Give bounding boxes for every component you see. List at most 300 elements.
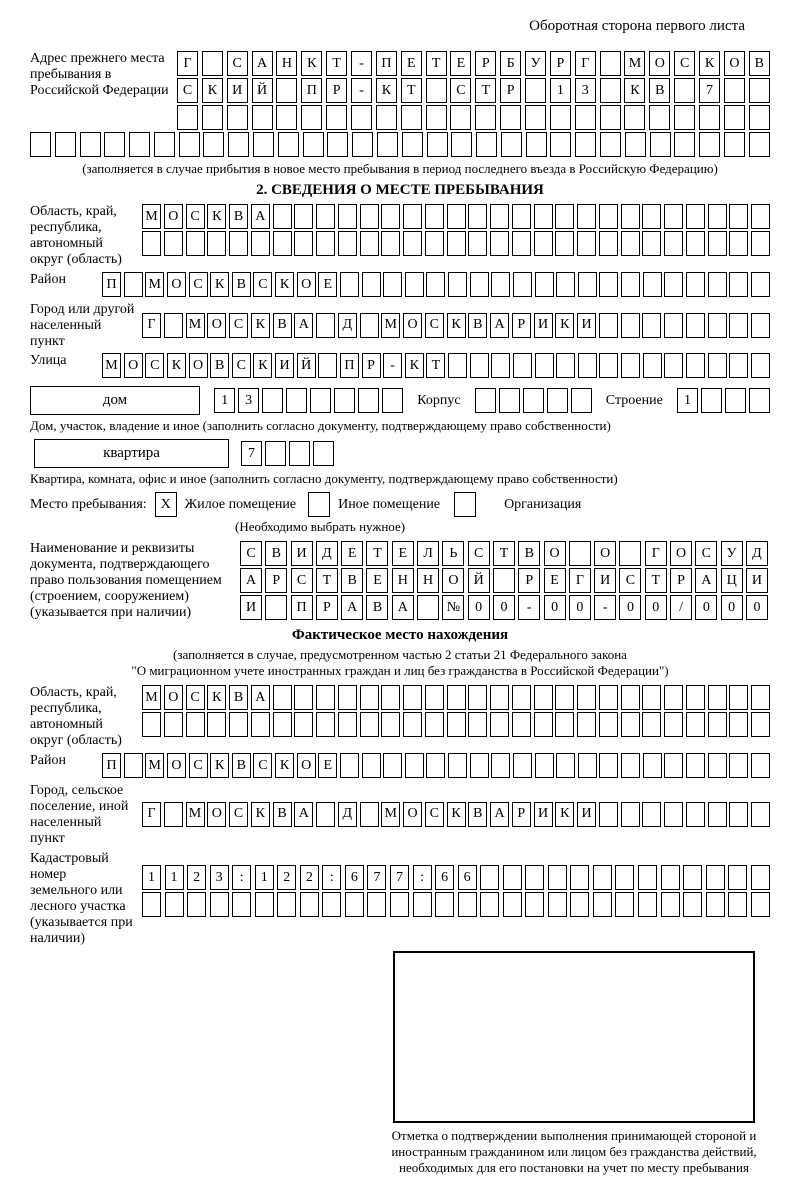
char-cell: 7	[241, 441, 262, 466]
char-cell: :	[322, 865, 341, 890]
region-row-1	[142, 204, 770, 229]
char-cell	[686, 204, 705, 229]
actual-city-label: Город, сельское поселение, иной населенный пункт	[30, 783, 129, 846]
actual-region-row-1	[142, 685, 770, 710]
char-cell: К	[251, 313, 270, 338]
char-cell	[468, 204, 487, 229]
char-cell: 0	[695, 595, 717, 620]
char-cell: 3	[575, 78, 596, 103]
char-cell	[405, 272, 424, 297]
char-cell: М	[145, 272, 164, 297]
char-cell	[232, 892, 251, 917]
char-cell	[535, 353, 554, 378]
document-cells	[240, 541, 768, 622]
char-cell: 7	[390, 865, 409, 890]
char-cell: М	[186, 313, 205, 338]
char-cell: 6	[458, 865, 477, 890]
char-cell	[382, 388, 403, 413]
char-cell: -	[351, 78, 372, 103]
char-cell: В	[366, 595, 388, 620]
char-cell	[706, 865, 725, 890]
city-row	[142, 313, 770, 338]
char-cell: Р	[518, 568, 540, 593]
char-cell	[229, 231, 248, 256]
document-block	[30, 541, 770, 622]
actual-region-row-2	[142, 712, 770, 737]
district-block	[30, 272, 770, 299]
char-cell	[187, 892, 206, 917]
char-cell: Е	[318, 272, 337, 297]
char-cell	[227, 105, 248, 130]
char-cell: И	[534, 802, 553, 827]
char-cell	[664, 753, 683, 778]
char-cell	[358, 388, 379, 413]
char-cell	[593, 892, 612, 917]
char-cell: Н	[392, 568, 414, 593]
char-cell	[426, 272, 445, 297]
char-cell	[728, 865, 747, 890]
char-cell	[577, 231, 596, 256]
document-row-3	[240, 595, 768, 620]
char-cell: С	[674, 51, 695, 76]
char-cell: В	[232, 272, 251, 297]
char-cell	[638, 865, 657, 890]
char-cell	[526, 132, 547, 157]
char-cell	[491, 272, 510, 297]
char-cell	[512, 685, 531, 710]
actual-district-row	[102, 753, 770, 778]
char-cell	[661, 892, 680, 917]
char-cell	[490, 685, 509, 710]
char-cell	[253, 132, 274, 157]
char-cell	[578, 353, 597, 378]
char-cell	[643, 272, 662, 297]
char-cell: Р	[550, 51, 571, 76]
city-block	[30, 302, 770, 350]
char-cell: А	[341, 595, 363, 620]
char-cell	[525, 105, 546, 130]
char-cell	[480, 865, 499, 890]
char-cell	[207, 231, 226, 256]
char-cell	[664, 272, 683, 297]
header-note: Оборотная сторона первого листа	[529, 18, 745, 34]
char-cell: №	[442, 595, 464, 620]
char-cell	[600, 51, 621, 76]
char-cell	[334, 388, 355, 413]
char-cell	[621, 204, 640, 229]
char-cell	[360, 231, 379, 256]
char-cell: О	[594, 541, 616, 566]
char-cell: К	[275, 272, 294, 297]
char-cell	[476, 132, 497, 157]
char-cell	[426, 105, 447, 130]
char-cell	[534, 712, 553, 737]
char-cell	[360, 802, 379, 827]
char-cell: К	[275, 753, 294, 778]
char-cell: П	[102, 272, 121, 297]
char-cell: С	[240, 541, 262, 566]
char-cell	[642, 685, 661, 710]
actual-region-block	[30, 685, 770, 749]
char-cell	[643, 353, 662, 378]
char-cell: К	[376, 78, 397, 103]
char-cell	[708, 685, 727, 710]
char-cell	[615, 865, 634, 890]
char-cell	[381, 685, 400, 710]
char-cell: Р	[362, 353, 381, 378]
char-cell	[751, 802, 770, 827]
char-cell	[621, 313, 640, 338]
char-cell: 0	[569, 595, 591, 620]
char-cell: А	[490, 802, 509, 827]
char-cell	[316, 313, 335, 338]
char-cell	[491, 753, 510, 778]
char-cell: С	[189, 272, 208, 297]
char-cell	[427, 132, 448, 157]
char-cell	[599, 272, 618, 297]
char-cell	[30, 132, 51, 157]
char-cell: В	[232, 753, 251, 778]
actual-location-note-2: "О миграционном учете иностранных граждан и лиц без гражданства в Российской Федерации")	[131, 663, 669, 678]
char-cell	[599, 231, 618, 256]
actual-district-label: Район	[30, 753, 66, 768]
char-cell	[475, 388, 496, 413]
char-cell: Й	[468, 568, 490, 593]
char-cell	[708, 802, 727, 827]
char-cell	[621, 353, 640, 378]
char-cell: Е	[318, 753, 337, 778]
char-cell	[556, 353, 575, 378]
char-cell: С	[186, 685, 205, 710]
char-cell	[448, 753, 467, 778]
char-cell	[207, 712, 226, 737]
char-cell	[164, 313, 183, 338]
char-cell	[575, 105, 596, 130]
char-cell: Д	[746, 541, 768, 566]
house-block	[30, 386, 770, 415]
char-cell: Р	[316, 595, 338, 620]
char-cell: Е	[450, 51, 471, 76]
char-cell	[649, 105, 670, 130]
char-cell: 1	[255, 865, 274, 890]
char-cell: П	[102, 753, 121, 778]
char-cell: И	[291, 541, 313, 566]
char-cell	[535, 753, 554, 778]
char-cell: Т	[401, 78, 422, 103]
char-cell	[142, 892, 161, 917]
cadastral-row-2	[142, 892, 770, 917]
char-cell: Е	[341, 541, 363, 566]
char-cell	[577, 204, 596, 229]
char-cell: 1	[677, 388, 698, 413]
char-cell: И	[594, 568, 616, 593]
char-cell	[448, 272, 467, 297]
char-cell	[367, 892, 386, 917]
char-cell	[276, 78, 297, 103]
char-cell: И	[240, 595, 262, 620]
char-cell: Г	[177, 51, 198, 76]
char-cell	[599, 685, 618, 710]
char-cell: В	[265, 541, 287, 566]
char-cell	[229, 712, 248, 737]
char-cell	[708, 712, 727, 737]
char-cell: К	[207, 204, 226, 229]
char-cell	[664, 204, 683, 229]
char-cell: -	[594, 595, 616, 620]
char-cell: Г	[142, 802, 161, 827]
document-row-1	[240, 541, 768, 566]
char-cell	[749, 132, 770, 157]
char-cell: С	[253, 753, 272, 778]
char-cell	[316, 685, 335, 710]
char-cell	[338, 712, 357, 737]
document-row-2	[240, 568, 768, 593]
char-cell	[708, 204, 727, 229]
char-cell: О	[297, 272, 316, 297]
char-cell: К	[555, 313, 574, 338]
char-cell	[447, 685, 466, 710]
char-cell	[547, 388, 568, 413]
apartment-type-box: квартира	[34, 439, 229, 468]
char-cell	[286, 388, 307, 413]
char-cell	[381, 204, 400, 229]
char-cell: У	[525, 51, 546, 76]
region-cells	[142, 204, 770, 258]
char-cell: П	[376, 51, 397, 76]
char-cell	[186, 712, 205, 737]
char-cell: В	[210, 353, 229, 378]
char-cell	[294, 231, 313, 256]
char-cell	[555, 685, 574, 710]
char-cell	[548, 865, 567, 890]
prev-address-note: (заполняется в случае прибытия в новое место пребывания в период последнего въезда в Российскую Федерацию)	[82, 161, 718, 176]
char-cell	[708, 231, 727, 256]
char-cell	[326, 105, 347, 130]
char-cell: 3	[238, 388, 259, 413]
char-cell	[577, 712, 596, 737]
char-cell	[294, 204, 313, 229]
char-cell: С	[619, 568, 641, 593]
char-cell	[203, 132, 224, 157]
char-cell: В	[273, 313, 292, 338]
char-cell	[642, 204, 661, 229]
char-cell: В	[468, 802, 487, 827]
char-cell: К	[210, 753, 229, 778]
char-cell	[301, 105, 322, 130]
char-cell	[503, 865, 522, 890]
char-cell	[664, 685, 683, 710]
house-number-cells	[214, 388, 403, 413]
char-cell	[458, 892, 477, 917]
cadastral-row-1	[142, 865, 770, 890]
char-cell: М	[624, 51, 645, 76]
char-cell	[638, 892, 657, 917]
char-cell	[277, 892, 296, 917]
char-cell: С	[468, 541, 490, 566]
region-label: Область, край, республика, автономный округ (область)	[30, 204, 122, 267]
char-cell: В	[468, 313, 487, 338]
char-cell: Б	[500, 51, 521, 76]
char-cell: М	[381, 313, 400, 338]
char-cell	[210, 892, 229, 917]
char-cell	[556, 753, 575, 778]
char-cell: К	[447, 313, 466, 338]
char-cell	[577, 685, 596, 710]
char-cell	[447, 204, 466, 229]
char-cell	[360, 204, 379, 229]
char-cell: 1	[214, 388, 235, 413]
char-cell: С	[227, 51, 248, 76]
char-cell: О	[207, 313, 226, 338]
char-cell	[749, 388, 770, 413]
char-cell	[491, 353, 510, 378]
char-cell	[401, 105, 422, 130]
stay-option-residential-mark	[155, 492, 177, 517]
char-cell	[251, 712, 270, 737]
char-cell	[751, 272, 770, 297]
char-cell: Д	[338, 802, 357, 827]
char-cell	[513, 753, 532, 778]
char-cell	[749, 105, 770, 130]
char-cell	[425, 712, 444, 737]
char-cell	[729, 753, 748, 778]
char-cell: Г	[575, 51, 596, 76]
char-cell	[252, 105, 273, 130]
char-cell	[686, 272, 705, 297]
char-cell	[642, 313, 661, 338]
char-cell	[621, 231, 640, 256]
char-cell	[664, 802, 683, 827]
char-cell	[104, 132, 125, 157]
char-cell	[643, 753, 662, 778]
char-cell	[600, 78, 621, 103]
char-cell	[273, 685, 292, 710]
char-cell: Е	[544, 568, 566, 593]
char-cell	[749, 78, 770, 103]
char-cell: К	[301, 51, 322, 76]
char-cell	[402, 132, 423, 157]
house-note: Дом, участок, владение и иное (заполнить согласно документу, подтверждающему право собственности)	[30, 418, 611, 433]
char-cell: 7	[367, 865, 386, 890]
char-cell	[381, 712, 400, 737]
char-cell	[360, 712, 379, 737]
char-cell	[265, 441, 286, 466]
char-cell	[294, 712, 313, 737]
char-cell	[475, 105, 496, 130]
char-cell	[725, 388, 746, 413]
char-cell: И	[577, 313, 596, 338]
char-cell	[403, 204, 422, 229]
char-cell	[228, 132, 249, 157]
char-cell: Т	[475, 78, 496, 103]
char-cell	[142, 231, 161, 256]
char-cell	[316, 231, 335, 256]
region-row-2	[142, 231, 770, 256]
char-cell: С	[229, 802, 248, 827]
char-cell: К	[202, 78, 223, 103]
char-cell	[513, 353, 532, 378]
char-cell	[164, 231, 183, 256]
char-cell	[729, 313, 748, 338]
char-cell	[674, 132, 695, 157]
char-cell	[251, 231, 270, 256]
char-cell	[575, 132, 596, 157]
char-cell: М	[145, 753, 164, 778]
char-cell	[294, 685, 313, 710]
char-cell: О	[164, 204, 183, 229]
apartment-block	[34, 439, 770, 468]
char-cell: О	[207, 802, 226, 827]
char-cell: 1	[165, 865, 184, 890]
char-cell	[499, 388, 520, 413]
char-cell: А	[490, 313, 509, 338]
char-cell	[751, 313, 770, 338]
char-cell: Т	[366, 541, 388, 566]
char-cell	[154, 132, 175, 157]
char-cell	[535, 272, 554, 297]
char-cell: В	[749, 51, 770, 76]
char-cell	[686, 685, 705, 710]
char-cell	[569, 541, 591, 566]
char-cell	[708, 272, 727, 297]
char-cell	[165, 892, 184, 917]
char-cell: А	[251, 204, 270, 229]
char-cell	[164, 712, 183, 737]
char-cell: С	[186, 204, 205, 229]
char-cell	[751, 865, 770, 890]
char-cell	[451, 132, 472, 157]
char-cell	[664, 313, 683, 338]
char-cell	[383, 272, 402, 297]
char-cell	[621, 712, 640, 737]
char-cell: С	[291, 568, 313, 593]
char-cell	[124, 753, 143, 778]
char-cell	[501, 132, 522, 157]
char-cell	[345, 892, 364, 917]
char-cell	[273, 204, 292, 229]
char-cell	[550, 105, 571, 130]
section2-title: 2. СВЕДЕНИЯ О МЕСТЕ ПРЕБЫВАНИЯ	[256, 182, 544, 198]
char-cell: Ц	[721, 568, 743, 593]
char-cell	[701, 388, 722, 413]
prev-address-row-2	[177, 78, 770, 103]
char-cell	[724, 105, 745, 130]
char-cell	[555, 204, 574, 229]
char-cell	[625, 132, 646, 157]
char-cell	[490, 204, 509, 229]
stay-option-residential-label: Жилое помещение	[184, 496, 297, 512]
char-cell	[729, 204, 748, 229]
char-cell: К	[624, 78, 645, 103]
char-cell	[621, 802, 640, 827]
char-cell	[403, 685, 422, 710]
char-cell	[724, 132, 745, 157]
char-cell	[186, 231, 205, 256]
char-cell: Р	[500, 78, 521, 103]
char-cell	[686, 712, 705, 737]
char-cell	[664, 231, 683, 256]
char-cell: Р	[512, 313, 531, 338]
char-cell: У	[721, 541, 743, 566]
char-cell: 6	[435, 865, 454, 890]
district-label: Район	[30, 272, 66, 287]
char-cell: О	[167, 272, 186, 297]
char-cell: 0	[645, 595, 667, 620]
char-cell	[534, 231, 553, 256]
apartment-number-cells	[241, 441, 334, 466]
char-cell	[490, 231, 509, 256]
street-block	[30, 353, 770, 380]
